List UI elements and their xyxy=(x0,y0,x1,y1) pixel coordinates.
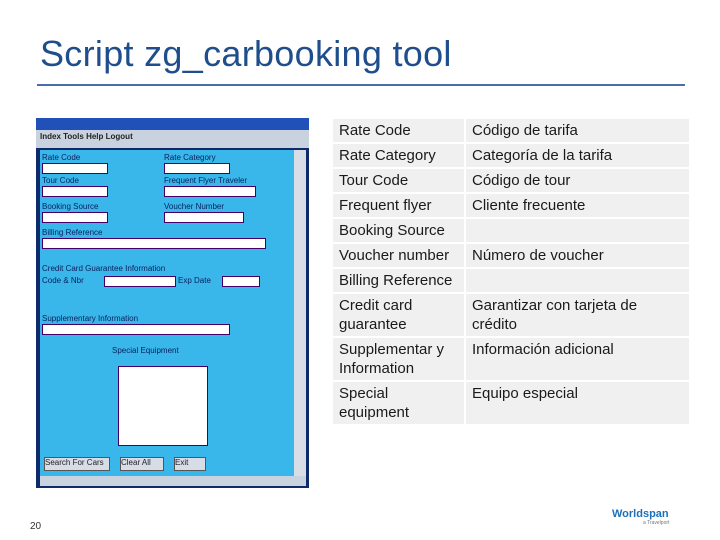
exp-date-input xyxy=(222,276,260,287)
term-spanish: Cliente frecuente xyxy=(465,193,690,218)
table-row xyxy=(332,168,690,193)
window-titlebar xyxy=(36,118,309,130)
term-english: Rate Category xyxy=(332,143,465,168)
label-billing-reference: Billing Reference xyxy=(42,228,103,237)
clear-all-button: Clear All xyxy=(120,457,164,471)
label-frequent-flyer: Frequent Flyer Traveler xyxy=(164,176,248,185)
slide-title: Script zg_carbooking tool xyxy=(40,33,452,74)
page-number: 20 xyxy=(30,521,42,532)
table-row xyxy=(332,143,690,168)
label-rate-category: Rate Category xyxy=(164,153,216,162)
rate-category-select xyxy=(164,163,230,174)
booking-source-input xyxy=(42,212,108,223)
term-english: Billing Reference xyxy=(332,268,465,293)
table-row xyxy=(332,293,690,337)
term-spanish xyxy=(465,218,690,243)
tour-code-input xyxy=(42,186,108,197)
label-special-equipment: Special Equipment xyxy=(112,346,179,355)
voucher-number-input xyxy=(164,212,244,223)
term-english: Special equipment xyxy=(332,381,465,425)
term-spanish: Equipo especial xyxy=(465,381,690,425)
term-spanish: Garantizar con tarjeta de crédito xyxy=(465,293,690,337)
term-english: Frequent flyer xyxy=(332,193,465,218)
term-spanish: Código de tarifa xyxy=(465,118,690,143)
menu-items: Index Tools Help Logout xyxy=(40,132,133,141)
scrollbar xyxy=(294,150,306,480)
menu-bar xyxy=(36,130,309,148)
status-bar xyxy=(40,476,306,486)
booking-form xyxy=(40,150,294,480)
table-row xyxy=(332,243,690,268)
term-spanish xyxy=(465,268,690,293)
table-row xyxy=(332,118,690,143)
label-voucher-number: Voucher Number xyxy=(164,202,225,211)
label-tour-code: Tour Code xyxy=(42,176,79,185)
title-divider xyxy=(37,84,685,86)
table-row xyxy=(332,381,690,425)
label-exp-date: Exp Date xyxy=(178,276,211,285)
table-row xyxy=(332,268,690,293)
rate-code-input xyxy=(42,163,108,174)
term-english: Supplementar y Information xyxy=(332,337,465,381)
label-booking-source: Booking Source xyxy=(42,202,99,211)
worldspan-logo: Worldspan xyxy=(612,508,669,520)
billing-reference-input xyxy=(42,238,266,249)
special-equipment-list xyxy=(118,366,208,446)
label-code-nbr: Code & Nbr xyxy=(42,276,84,285)
table-row xyxy=(332,218,690,243)
term-english: Booking Source xyxy=(332,218,465,243)
application-screenshot xyxy=(36,118,309,488)
term-english: Tour Code xyxy=(332,168,465,193)
card-number-input xyxy=(104,276,176,287)
exit-button: Exit xyxy=(174,457,206,471)
term-english: Rate Code xyxy=(332,118,465,143)
term-spanish: Categoría de la tarifa xyxy=(465,143,690,168)
term-spanish: Información adicional xyxy=(465,337,690,381)
search-cars-button: Search For Cars xyxy=(44,457,110,471)
label-rate-code: Rate Code xyxy=(42,153,81,162)
label-supplementary: Supplementary Information xyxy=(42,314,139,323)
frequent-flyer-input xyxy=(164,186,256,197)
logo-subtitle: a Travelport xyxy=(643,520,670,526)
term-spanish: Código de tour xyxy=(465,168,690,193)
supplementary-input xyxy=(42,324,230,335)
table-row xyxy=(332,193,690,218)
term-english: Credit card guarantee xyxy=(332,293,465,337)
table-row xyxy=(332,337,690,381)
label-credit-card: Credit Card Guarantee Information xyxy=(42,264,166,273)
term-spanish: Número de voucher xyxy=(465,243,690,268)
glossary-table xyxy=(331,117,691,426)
term-english: Voucher number xyxy=(332,243,465,268)
